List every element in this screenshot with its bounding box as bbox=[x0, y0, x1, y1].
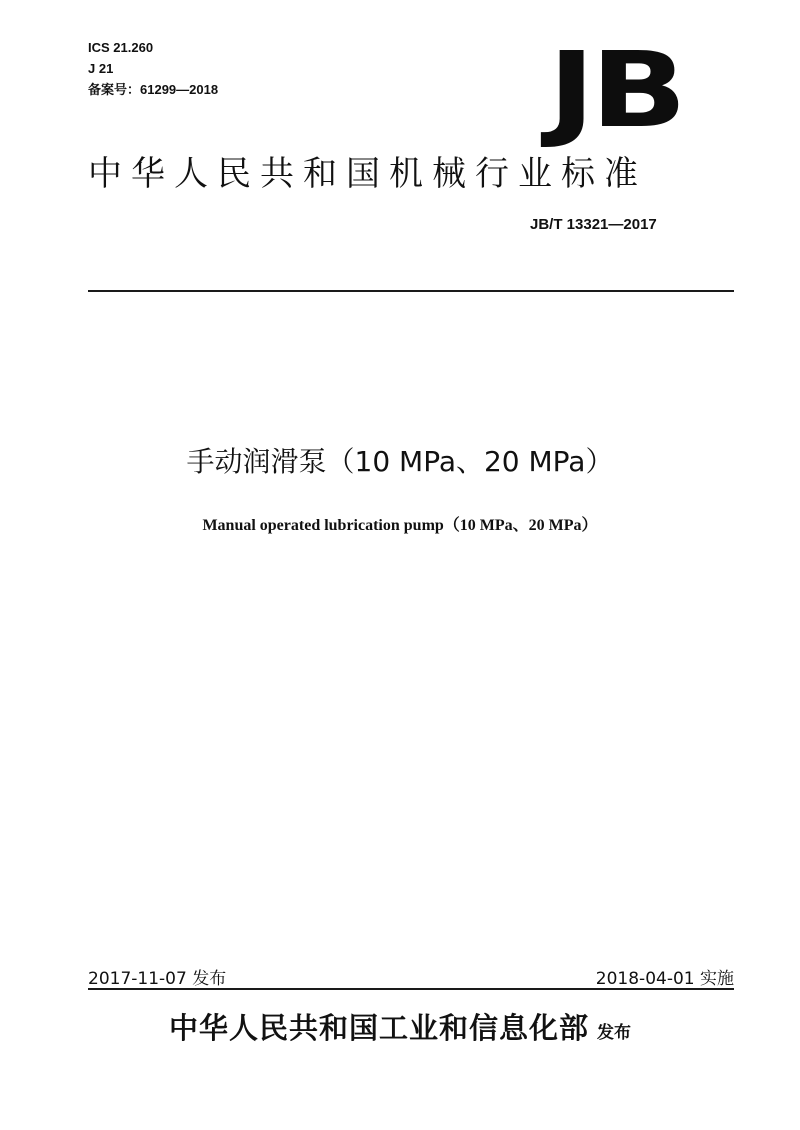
publisher-action: 发布 bbox=[597, 1023, 631, 1043]
standard-category-title: 中华人民共和国机械行业标准 bbox=[88, 154, 647, 194]
publisher-name: 中华人民共和国工业和信息化部 bbox=[168, 1011, 589, 1045]
implementation-date: 2018-04-01 实施 bbox=[595, 969, 734, 989]
top-divider bbox=[88, 290, 734, 292]
ccs-code: J 21 bbox=[88, 61, 114, 76]
jb-logo: JB bbox=[548, 29, 683, 151]
issue-date: 2017-11-07 发布 bbox=[88, 969, 227, 989]
standard-number: JB/T 13321—2017 bbox=[530, 216, 657, 233]
bottom-divider bbox=[88, 988, 734, 990]
ics-code: ICS 21.260 bbox=[88, 40, 154, 55]
filing-number: 备案号：61299—2018 bbox=[88, 82, 219, 97]
publisher-block bbox=[0, 1006, 800, 1047]
document-title-chinese: 手动润滑泵（10 MPa、20 MPa） bbox=[186, 445, 614, 478]
document-title-english: Manual operated lubrication pump（10 MPa、20 MPa） bbox=[202, 517, 598, 534]
